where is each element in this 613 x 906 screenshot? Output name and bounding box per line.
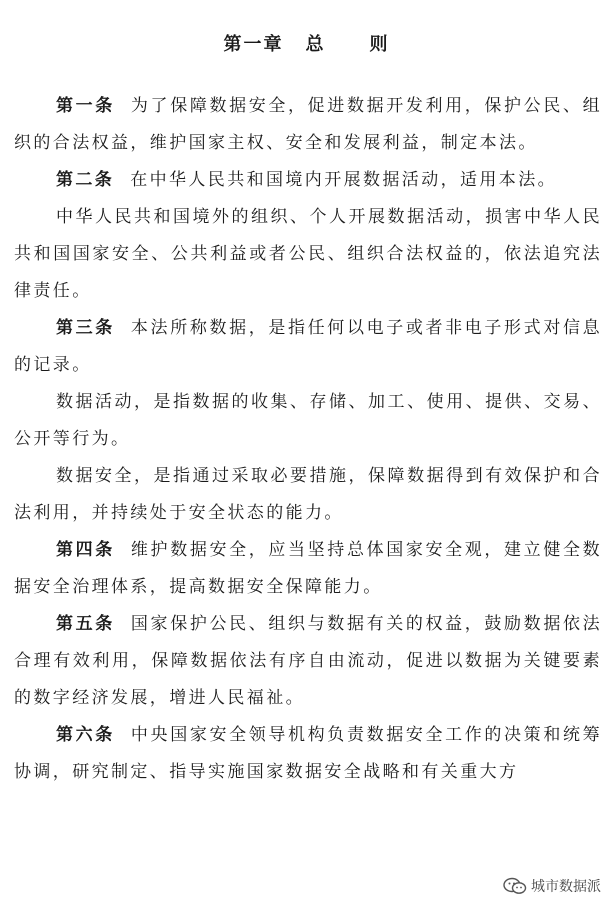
paragraph-1 bbox=[14, 88, 602, 162]
paragraph-3 bbox=[14, 199, 602, 310]
paragraph-2 bbox=[14, 162, 602, 199]
paragraph-text: 维护数据安全，应当坚持总体国家安全观，建立健全数据安全治理体系，提高数据安全保障能力。 bbox=[14, 540, 602, 597]
wechat-icon bbox=[503, 877, 527, 895]
article-number: 第二条 bbox=[56, 170, 115, 190]
article-number: 第六条 bbox=[56, 725, 115, 745]
paragraph-9 bbox=[14, 717, 602, 791]
paragraph-text: 国家保护公民、组织与数据有关的权益，鼓励数据依法合理有效利用，保障数据依法有序自由流动，促进以数据为关键要素的数字经济发展，增进人民福祉。 bbox=[14, 614, 602, 708]
chapter-title-word-1: 总 bbox=[305, 34, 326, 55]
chapter-title-word-2: 则 bbox=[369, 34, 390, 55]
article-number: 第五条 bbox=[56, 614, 115, 634]
paragraph-4 bbox=[14, 310, 602, 384]
article-number: 第四条 bbox=[56, 540, 115, 560]
paragraph-7 bbox=[14, 532, 602, 606]
paragraph-text: 在中华人民共和国境内开展数据活动，适用本法。 bbox=[130, 170, 558, 190]
chapter-title-number: 第一章 bbox=[223, 34, 284, 55]
article-body bbox=[14, 88, 602, 791]
watermark bbox=[499, 874, 605, 898]
paragraph-6 bbox=[14, 458, 602, 532]
article-number: 第一条 bbox=[56, 96, 115, 116]
paragraph-5 bbox=[14, 384, 602, 458]
article-number: 第三条 bbox=[56, 318, 115, 338]
paragraph-text: 数据活动，是指数据的收集、存储、加工、使用、提供、交易、公开等行为。 bbox=[14, 392, 602, 449]
paragraph-text: 为了保障数据安全，促进数据开发利用，保护公民、组织的合法权益，维护国家主权、安全和发展利益，制定本法。 bbox=[14, 96, 602, 153]
paragraph-text: 数据安全，是指通过采取必要措施，保障数据得到有效保护和合法利用，并持续处于安全状态的能力。 bbox=[14, 466, 602, 523]
paragraph-text: 中华人民共和国境外的组织、个人开展数据活动，损害中华人民共和国国家安全、公共利益或者公民、组织合法权益的，依法追究法律责任。 bbox=[14, 207, 602, 301]
watermark-text: 城市数据派 bbox=[531, 879, 601, 895]
paragraph-text: 本法所称数据，是指任何以电子或者非电子形式对信息的记录。 bbox=[14, 318, 602, 375]
paragraph-text: 中央国家安全领导机构负责数据安全工作的决策和统筹协调，研究制定、指导实施国家数据安全战略和有关重大方 bbox=[14, 725, 602, 782]
chapter-title bbox=[0, 30, 613, 56]
paragraph-8 bbox=[14, 606, 602, 717]
